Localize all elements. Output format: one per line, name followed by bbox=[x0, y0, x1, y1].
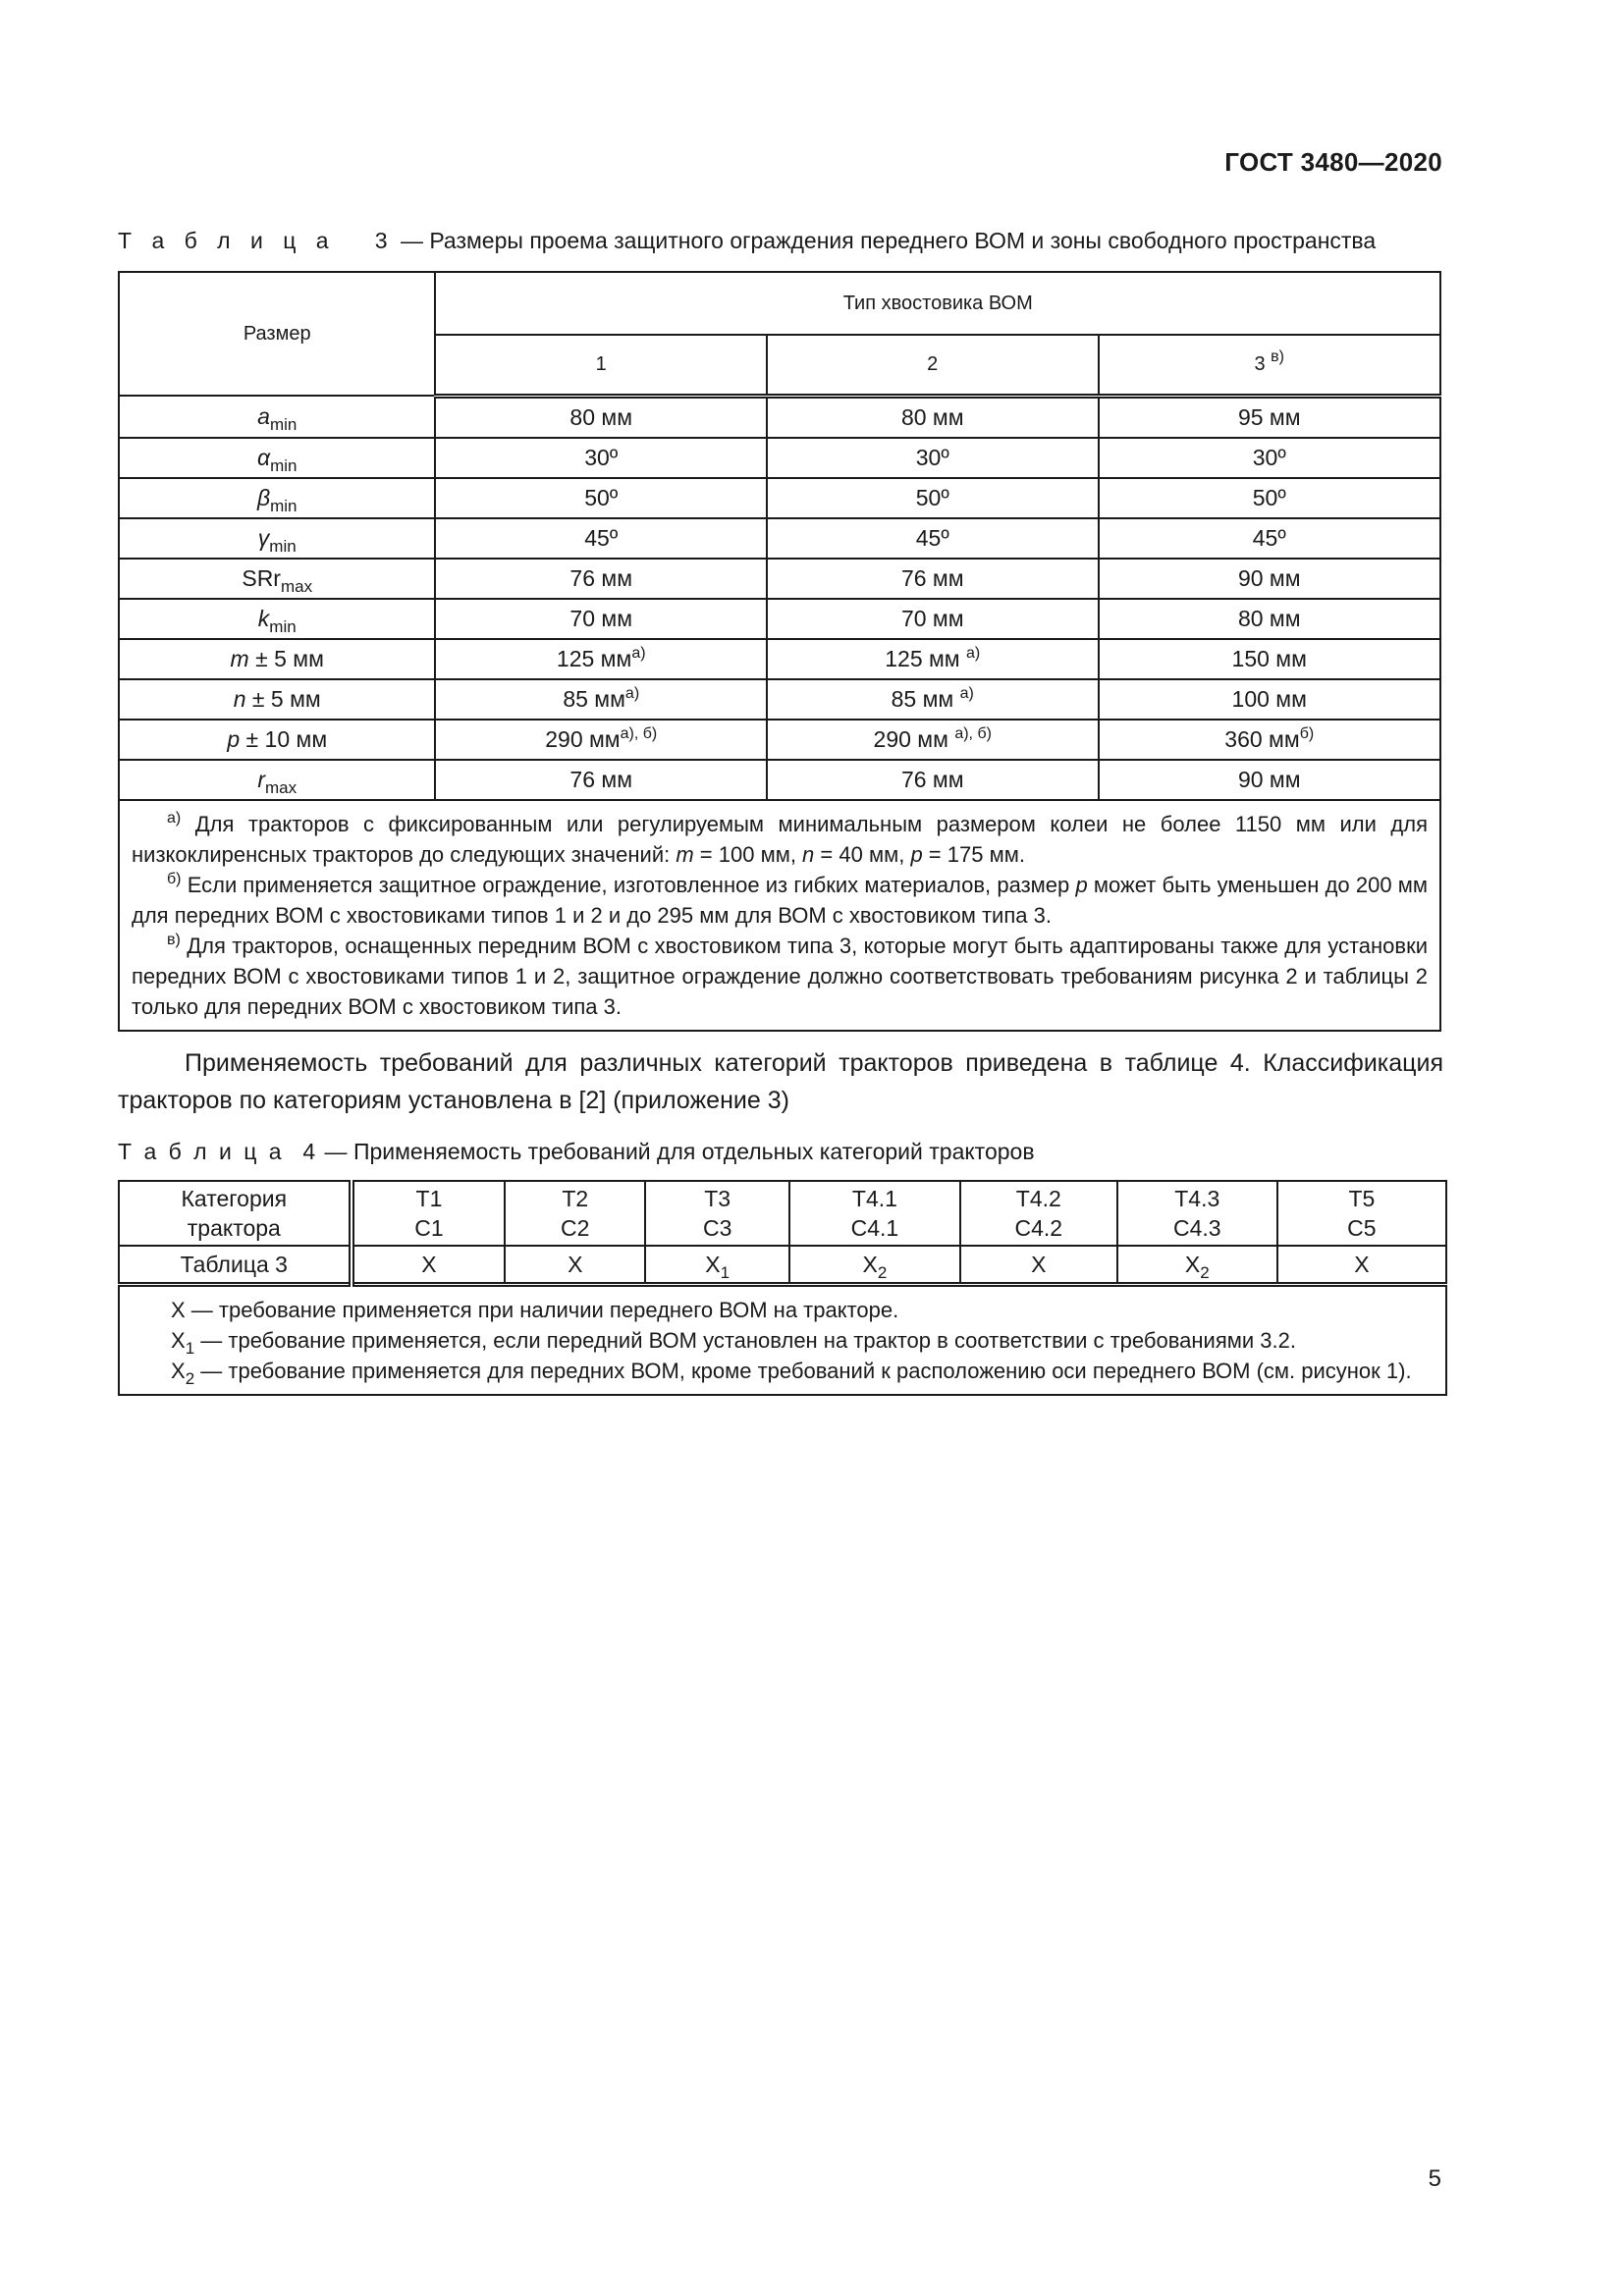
dimension-symbol: α bbox=[256, 444, 271, 470]
cell-v1 bbox=[435, 559, 767, 599]
note-a-text2: = 100 мм, bbox=[693, 841, 803, 867]
cell-v1 bbox=[435, 679, 767, 720]
applicability-mark: X bbox=[705, 1251, 721, 1277]
table4-caption bbox=[118, 1139, 1035, 1165]
category-col bbox=[505, 1181, 645, 1246]
cell-value: 80 мм bbox=[900, 403, 964, 430]
cell-value: 360 мм bbox=[1224, 725, 1300, 752]
table4-notes bbox=[119, 1285, 1446, 1396]
category-t: T5 bbox=[1348, 1186, 1376, 1211]
note-b bbox=[132, 870, 1428, 931]
category-col bbox=[1277, 1181, 1446, 1246]
category-t: T4.2 bbox=[1015, 1186, 1061, 1211]
cell-v2 bbox=[767, 760, 1099, 800]
note-a-p: p bbox=[910, 841, 923, 867]
table3-header-size: Размер bbox=[119, 272, 435, 396]
cell-value: 125 мм bbox=[885, 645, 967, 671]
applicability-mark: X bbox=[1184, 1251, 1201, 1277]
cell-v3 bbox=[1099, 760, 1441, 800]
t4-note3 bbox=[132, 1356, 1434, 1386]
category-c: C5 bbox=[1347, 1215, 1377, 1241]
table3-caption-text: — Размеры проема защитного ограждения переднего ВОМ и зоны свободного пространства bbox=[394, 228, 1377, 253]
cell-value: 50º bbox=[584, 484, 619, 510]
table3-header-col3 bbox=[1099, 335, 1441, 396]
applicability-cell bbox=[789, 1246, 960, 1285]
category-col bbox=[960, 1181, 1117, 1246]
cell-value: 30º bbox=[915, 444, 949, 470]
category-t: T1 bbox=[415, 1186, 443, 1211]
row-dimension bbox=[119, 720, 435, 760]
cell-footnote-mark: а), б) bbox=[954, 724, 992, 742]
note-b-text2: может быть уменьшен до 200 мм для передних ВОМ с хвостовиками типов 1 и 2 и до 295 мм для ВОМ с хвостовиком типа 3. bbox=[132, 872, 1429, 928]
category-t: T4.1 bbox=[851, 1186, 897, 1211]
cell-value: 45º bbox=[915, 524, 949, 551]
cell-v1 bbox=[435, 599, 767, 639]
category-line1: Категория bbox=[181, 1186, 288, 1211]
note-b-text: Если применяется защитное ограждение, изготовленное из гибких материалов, размер bbox=[181, 872, 1076, 897]
note-a bbox=[132, 809, 1428, 870]
dimension-subscript: max bbox=[280, 576, 313, 596]
cell-value: 90 мм bbox=[1237, 564, 1301, 591]
category-t: T2 bbox=[562, 1186, 589, 1211]
applicability-subscript: 2 bbox=[1200, 1262, 1210, 1282]
cell-v3 bbox=[1099, 396, 1441, 438]
cell-v2 bbox=[767, 438, 1099, 478]
cell-v1 bbox=[435, 518, 767, 559]
row-dimension bbox=[119, 639, 435, 679]
category-c: C4.3 bbox=[1172, 1215, 1221, 1241]
paragraph-text: Применяемость требований для различных категорий тракторов приведена в таблице 4. Классификация тракторов по категориям установлена в [2] (приложение 3) bbox=[118, 1049, 1443, 1114]
dimension-symbol: p bbox=[227, 725, 241, 752]
table4-caption-text: — Применяемость требований для отдельных категорий тракторов bbox=[318, 1139, 1035, 1164]
cell-value: 45º bbox=[584, 524, 619, 551]
t4-note3-text: — требование применяется для передних ВОМ, кроме требований к расположению оси переднего ВОМ (см. рисунок 1). bbox=[194, 1359, 1412, 1383]
row-dimension bbox=[119, 518, 435, 559]
cell-value: 85 мм bbox=[891, 685, 960, 712]
applicability-cell bbox=[1277, 1246, 1446, 1285]
applicability-paragraph bbox=[118, 1044, 1443, 1119]
cell-v2 bbox=[767, 679, 1099, 720]
cell-value: 90 мм bbox=[1237, 766, 1301, 792]
cell-v2 bbox=[767, 639, 1099, 679]
applicability-mark: X bbox=[1031, 1251, 1047, 1277]
note-a-text: Для тракторов с фиксированным или регулируемым минимальным размером колеи не более 1150 мм или для низкоклиренсных тракторов до следующих значений: bbox=[132, 811, 1428, 867]
table3-row bbox=[119, 639, 1440, 679]
category-c: C4.2 bbox=[1014, 1215, 1063, 1241]
t4-note2-sub: 1 bbox=[185, 1339, 195, 1358]
cell-v1 bbox=[435, 760, 767, 800]
cell-value: 76 мм bbox=[900, 564, 964, 591]
cell-footnote-mark: а) bbox=[959, 684, 974, 702]
t4-note2 bbox=[132, 1325, 1434, 1356]
table4-category-header bbox=[119, 1181, 352, 1246]
table3-notes bbox=[119, 800, 1440, 1031]
cell-v3 bbox=[1099, 559, 1441, 599]
cell-v2 bbox=[767, 599, 1099, 639]
category-line2: трактора bbox=[187, 1215, 281, 1241]
cell-value: 76 мм bbox=[900, 766, 964, 792]
category-t: T3 bbox=[704, 1186, 731, 1211]
note-v-mark: в) bbox=[167, 931, 181, 948]
cell-v2 bbox=[767, 720, 1099, 760]
dimension-subscript: min bbox=[269, 616, 297, 636]
cell-v3 bbox=[1099, 438, 1441, 478]
table3-header-col1: 1 bbox=[435, 335, 767, 396]
cell-v2 bbox=[767, 518, 1099, 559]
dimension-symbol: n bbox=[233, 685, 246, 712]
cell-v1 bbox=[435, 396, 767, 438]
cell-value: 85 мм bbox=[563, 685, 625, 712]
table3-row bbox=[119, 396, 1440, 438]
cell-v3 bbox=[1099, 478, 1441, 518]
note-a-text3: = 40 мм, bbox=[814, 841, 911, 867]
table3-header-group: Тип хвостовика ВОМ bbox=[435, 272, 1440, 335]
cell-v2 bbox=[767, 559, 1099, 599]
cell-value: 76 мм bbox=[569, 564, 633, 591]
table4-caption-label: Т а б л и ц а 4 bbox=[118, 1139, 319, 1164]
cell-value: 95 мм bbox=[1237, 403, 1301, 430]
dimension-subscript: min bbox=[269, 536, 297, 556]
table3-header-col2: 2 bbox=[767, 335, 1099, 396]
table3-row bbox=[119, 559, 1440, 599]
row-dimension bbox=[119, 760, 435, 800]
cell-footnote-mark: а), б) bbox=[620, 724, 658, 742]
applicability-mark: X bbox=[568, 1251, 583, 1277]
category-c: C4.1 bbox=[850, 1215, 899, 1241]
category-col bbox=[645, 1181, 789, 1246]
dimension-tolerance: ± 5 мм bbox=[248, 645, 324, 671]
dimension-subscript: min bbox=[269, 414, 298, 434]
dimension-subscript: min bbox=[270, 455, 298, 475]
table3-caption bbox=[118, 228, 1376, 254]
cell-value: 30º bbox=[1252, 444, 1286, 470]
cell-v3 bbox=[1099, 720, 1441, 760]
cell-value: 80 мм bbox=[1237, 605, 1301, 631]
note-a-n: n bbox=[802, 841, 815, 867]
cell-v3 bbox=[1099, 599, 1441, 639]
cell-value: 45º bbox=[1252, 524, 1286, 551]
cell-v2 bbox=[767, 478, 1099, 518]
applicability-mark: X bbox=[862, 1251, 878, 1277]
cell-v3 bbox=[1099, 639, 1441, 679]
dimension-symbol: m bbox=[230, 645, 249, 671]
dimension-tolerance: ± 5 мм bbox=[245, 685, 321, 712]
applicability-subscript: 2 bbox=[877, 1262, 888, 1282]
cell-value: 50º bbox=[915, 484, 949, 510]
t4-note2-x: X bbox=[171, 1328, 186, 1353]
table3 bbox=[118, 271, 1441, 1032]
row-dimension bbox=[119, 478, 435, 518]
cell-value: 125 мм bbox=[556, 645, 632, 671]
t4-note1: X — требование применяется при наличии переднего ВОМ на тракторе. bbox=[171, 1298, 899, 1322]
table3-row bbox=[119, 760, 1440, 800]
note-b-p: p bbox=[1075, 872, 1088, 897]
applicability-mark: X bbox=[1354, 1251, 1370, 1277]
t4-note3-sub: 2 bbox=[185, 1369, 195, 1388]
applicability-cell bbox=[505, 1246, 645, 1285]
note-b-mark: б) bbox=[167, 870, 182, 887]
dimension-symbol: SRr bbox=[242, 564, 281, 591]
cell-v3 bbox=[1099, 518, 1441, 559]
dimension-symbol: β bbox=[256, 484, 271, 510]
table4-row-label: Таблица 3 bbox=[119, 1246, 352, 1285]
table4 bbox=[118, 1180, 1447, 1396]
table3-row bbox=[119, 720, 1440, 760]
note-v bbox=[132, 931, 1428, 1022]
cell-footnote-mark: б) bbox=[1299, 724, 1315, 742]
category-col bbox=[789, 1181, 960, 1246]
cell-value: 290 мм bbox=[545, 725, 621, 752]
note-a-text4: = 175 мм. bbox=[922, 841, 1025, 867]
cell-footnote-mark: а) bbox=[966, 644, 981, 662]
cell-value: 100 мм bbox=[1231, 685, 1307, 712]
cell-v1 bbox=[435, 478, 767, 518]
col3-label: 3 bbox=[1254, 352, 1266, 375]
category-c: C1 bbox=[414, 1215, 444, 1241]
dimension-symbol: a bbox=[257, 402, 270, 429]
category-c: C3 bbox=[702, 1215, 732, 1241]
category-col bbox=[1117, 1181, 1277, 1246]
t4-note3-x: X bbox=[171, 1359, 186, 1383]
table3-row bbox=[119, 679, 1440, 720]
category-c: C2 bbox=[561, 1215, 590, 1241]
note-a-mark: а) bbox=[167, 809, 182, 827]
dimension-subscript: max bbox=[265, 777, 298, 797]
cell-v1 bbox=[435, 720, 767, 760]
cell-value: 76 мм bbox=[569, 766, 633, 792]
row-dimension bbox=[119, 679, 435, 720]
category-t: T4.3 bbox=[1174, 1186, 1220, 1211]
applicability-cell bbox=[645, 1246, 789, 1285]
cell-value: 80 мм bbox=[569, 403, 633, 430]
note-a-m: m bbox=[676, 841, 694, 867]
note-v-text: Для тракторов, оснащенных передним ВОМ с хвостовиком типа 3, которые могут быть адаптированы также для установки передних ВОМ с хвостовиками типов 1 и 2, защитное ограждение должно соответствовать требованиям рисунка 2 и таблицы 2 только для передних ВОМ с хвостовиком типа 3. bbox=[132, 933, 1428, 1019]
applicability-cell bbox=[960, 1246, 1117, 1285]
table3-row bbox=[119, 438, 1440, 478]
table3-row bbox=[119, 478, 1440, 518]
row-dimension bbox=[119, 559, 435, 599]
cell-value: 290 мм bbox=[873, 725, 955, 752]
dimension-subscript: min bbox=[270, 496, 298, 515]
row-dimension bbox=[119, 599, 435, 639]
category-col bbox=[352, 1181, 506, 1246]
t4-note2-text: — требование применяется, если передний ВОМ установлен на трактор в соответствии с требованиями 3.2. bbox=[194, 1328, 1296, 1353]
table3-row bbox=[119, 518, 1440, 559]
cell-value: 70 мм bbox=[900, 605, 964, 631]
cell-value: 150 мм bbox=[1231, 645, 1307, 671]
applicability-subscript: 1 bbox=[720, 1262, 731, 1282]
row-dimension bbox=[119, 438, 435, 478]
table3-row bbox=[119, 599, 1440, 639]
cell-value: 70 мм bbox=[569, 605, 633, 631]
dimension-tolerance: ± 10 мм bbox=[240, 725, 328, 752]
applicability-cell bbox=[1117, 1246, 1277, 1285]
document-code: ГОСТ 3480—2020 bbox=[1224, 147, 1442, 177]
dimension-symbol: r bbox=[257, 766, 266, 792]
dimension-symbol: γ bbox=[257, 524, 270, 551]
cell-v1 bbox=[435, 639, 767, 679]
applicability-cell bbox=[352, 1246, 506, 1285]
cell-footnote-mark: а) bbox=[624, 684, 640, 702]
cell-value: 50º bbox=[1252, 484, 1286, 510]
cell-v3 bbox=[1099, 679, 1441, 720]
row-dimension bbox=[119, 396, 435, 438]
page-number: 5 bbox=[1428, 2165, 1441, 2192]
table3-caption-label: Т а б л и ц а 3 bbox=[118, 228, 395, 253]
cell-footnote-mark: а) bbox=[631, 644, 646, 662]
applicability-mark: X bbox=[421, 1251, 437, 1277]
cell-value: 30º bbox=[584, 444, 619, 470]
cell-v2 bbox=[767, 396, 1099, 438]
cell-v1 bbox=[435, 438, 767, 478]
dimension-symbol: k bbox=[257, 605, 270, 631]
col3-footnote-mark: в) bbox=[1271, 347, 1284, 365]
